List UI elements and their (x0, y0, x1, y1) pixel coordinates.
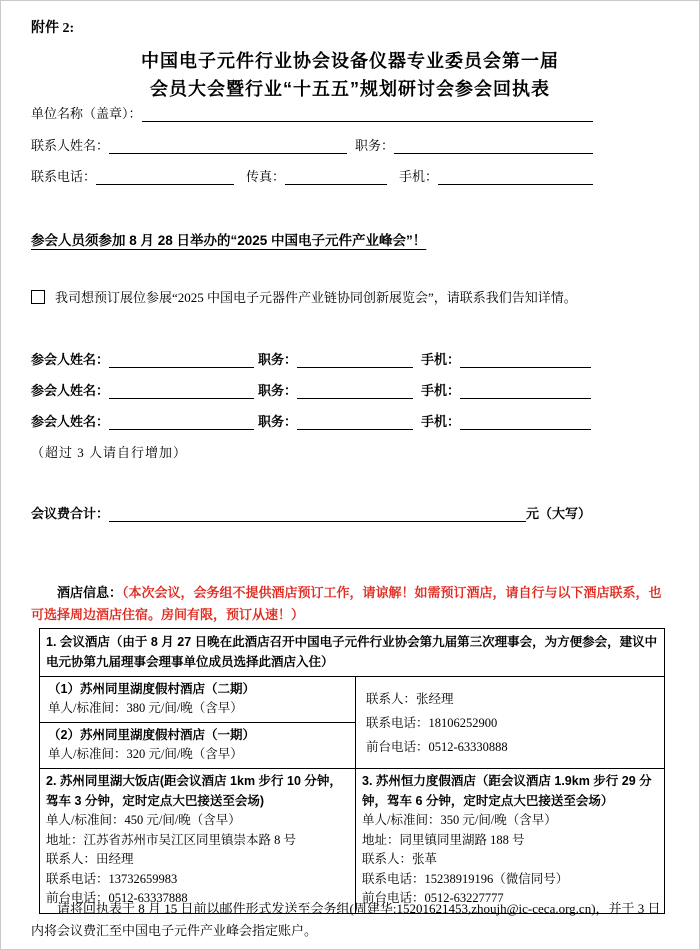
position-label: 职务： (355, 138, 395, 153)
unit-name-label: 单位名称（盖章）： (31, 106, 142, 121)
attendee-name-blank (109, 383, 254, 399)
exhibition-option-row (31, 287, 577, 306)
hotel-table (39, 628, 665, 914)
attachment-label: 附件 2: (31, 21, 75, 36)
unit-name-row (31, 105, 593, 122)
attendee-name-label: 参会人姓名： (31, 352, 110, 367)
attendee-position-label: 职务： (258, 414, 298, 429)
exhibition-option-text: 我司想预订展位参展“2025 中国电子元器件产业链协同创新展览会”，请联系我们告知详情。 (55, 290, 577, 305)
fax-blank (285, 169, 387, 185)
hotel-1-phone: 联系电话：18106252900 (366, 715, 498, 730)
fee-label: 会议费合计： (31, 506, 110, 521)
attendee-mobile-label: 手机： (421, 352, 461, 367)
hotel-2-cell (40, 769, 356, 913)
hotel-info-heading: 酒店信息： (57, 585, 123, 600)
attendee-row (31, 351, 591, 368)
hotel-2-contact: 联系人：田经理 (46, 852, 134, 866)
fee-suffix: 元（大写） (525, 506, 591, 521)
hotel-3-contact: 联系人：张革 (362, 852, 438, 866)
hotel-table-row-conference-hotels (40, 677, 664, 769)
hotel-1b-cell (40, 723, 355, 768)
hotel-2-price: 单人/标准间：450 元/间/晚（含早） (46, 813, 241, 827)
attendee-row (31, 382, 591, 399)
hotel-1-front-desk: 前台电话：0512-63330888 (366, 739, 508, 754)
hotel-1a-price: 单人/标准间：380 元/间/晚（含早） (48, 701, 243, 715)
fax-label: 传真： (246, 169, 286, 184)
hotel-2-address: 地址：江苏省苏州市吴江区同里镇崇本路 8 号 (46, 832, 297, 847)
mobile-label: 手机： (399, 169, 439, 184)
attendee-position-blank (297, 383, 413, 399)
document-title-line2: 会员大会暨行业“十五五”规划研讨会参会回执表 (150, 79, 550, 99)
fee-total-row (31, 505, 591, 522)
attendee-position-blank (297, 414, 413, 430)
hotel-2-phone: 联系电话：13732659983 (46, 871, 178, 886)
attendee-mobile-blank (460, 383, 591, 399)
attendee-mobile-label: 手机： (421, 414, 461, 429)
hotel-table-header: 1. 会议酒店（由于 8 月 27 日晚在此酒店召开中国电子元件行业协会第九届第三次理事会，为方便参会，建议中电元协第九届理事会理事单位成员选择此酒店入住） (40, 629, 664, 677)
submission-instructions: 请将回执表于 8 月 15 日前以邮件形式发送至会务组(周建华:15201621453,zhoujh@ic-ceca.org.cn)，并于 3 日内将会议费汇至中国电子元件产业峰会指定账户。 (31, 901, 661, 938)
position-blank (394, 138, 593, 154)
contact-name-label: 联系人姓名： (31, 138, 110, 153)
contact-phone-row (31, 168, 593, 185)
attendee-name-label: 参会人姓名： (31, 383, 110, 398)
hotel-2-name: 2. 苏州同里湖大饭店(距会议酒店 1km 步行 10 分钟，驾车 3 分钟，定时定点大巴接送至会场) (46, 774, 342, 808)
phone-label: 联系电话： (31, 169, 97, 184)
exhibition-checkbox[interactable] (31, 290, 45, 304)
hotel-info-paragraph (31, 582, 671, 626)
unit-name-blank (142, 106, 593, 122)
summit-attendance-notice: 参会人员须参加 8 月 28 日举办的“2025 中国电子元件产业峰会”！ (31, 233, 427, 248)
attendee-name-blank (109, 414, 254, 430)
mobile-blank (438, 169, 593, 185)
hotel-info-notice: （本次会议，会务组不提供酒店预订工作，请谅解！如需预订酒店，请自行与以下酒店联系，也可选择周边酒店住宿。房间有限，预订从速！） (31, 585, 662, 622)
hotel-1b-name: （2）苏州同里湖度假村酒店（一期） (48, 728, 255, 742)
document-title-line1: 中国电子元件行业协会设备仪器专业委员会第一届 (141, 51, 559, 71)
contact-name-blank (109, 138, 347, 154)
hotel-3-address: 地址：同里镇同里湖路 188 号 (362, 832, 525, 847)
hotel-1b-price: 单人/标准间：320 元/间/晚（含早） (48, 747, 243, 761)
attendee-position-label: 职务： (258, 383, 298, 398)
attendee-mobile-blank (460, 352, 591, 368)
hotel-3-name: 3. 苏州恒力度假酒店（距会议酒店 1.9km 步行 29 分钟，驾车 6 分钟，定时定点大巴接送至会场） (362, 774, 652, 808)
attendee-name-label: 参会人姓名： (31, 414, 110, 429)
hotel-3-phone: 联系电话：15238919196（微信同号） (362, 871, 569, 886)
hotel-1a-name: （1）苏州同里湖度假村酒店（二期） (48, 682, 255, 696)
hotel-3-cell (356, 769, 664, 913)
attendee-note: （超过 3 人请自行增加） (31, 445, 188, 460)
attendee-position-label: 职务： (258, 352, 298, 367)
attendee-row (31, 413, 591, 430)
conference-hotels-cell (40, 677, 356, 768)
hotel-3-price: 单人/标准间：350 元/间/晚（含早） (362, 813, 557, 827)
hotel-1a-cell (40, 677, 355, 723)
attendee-position-blank (297, 352, 413, 368)
hotel-3-front-desk: 前台电话：0512-63227777 (362, 891, 504, 905)
contact-name-row (31, 137, 593, 154)
hotel-table-row-other-hotels (40, 769, 664, 913)
attendee-mobile-label: 手机： (421, 383, 461, 398)
hotel-1-contact: 联系人：张经理 (366, 691, 454, 706)
hotel-1-contact-cell (356, 677, 664, 768)
phone-blank (96, 169, 234, 185)
fee-blank (109, 506, 526, 522)
hotel-2-front-desk: 前台电话：0512-63337888 (46, 891, 188, 905)
attendee-name-blank (109, 352, 254, 368)
attendee-mobile-blank (460, 414, 591, 430)
